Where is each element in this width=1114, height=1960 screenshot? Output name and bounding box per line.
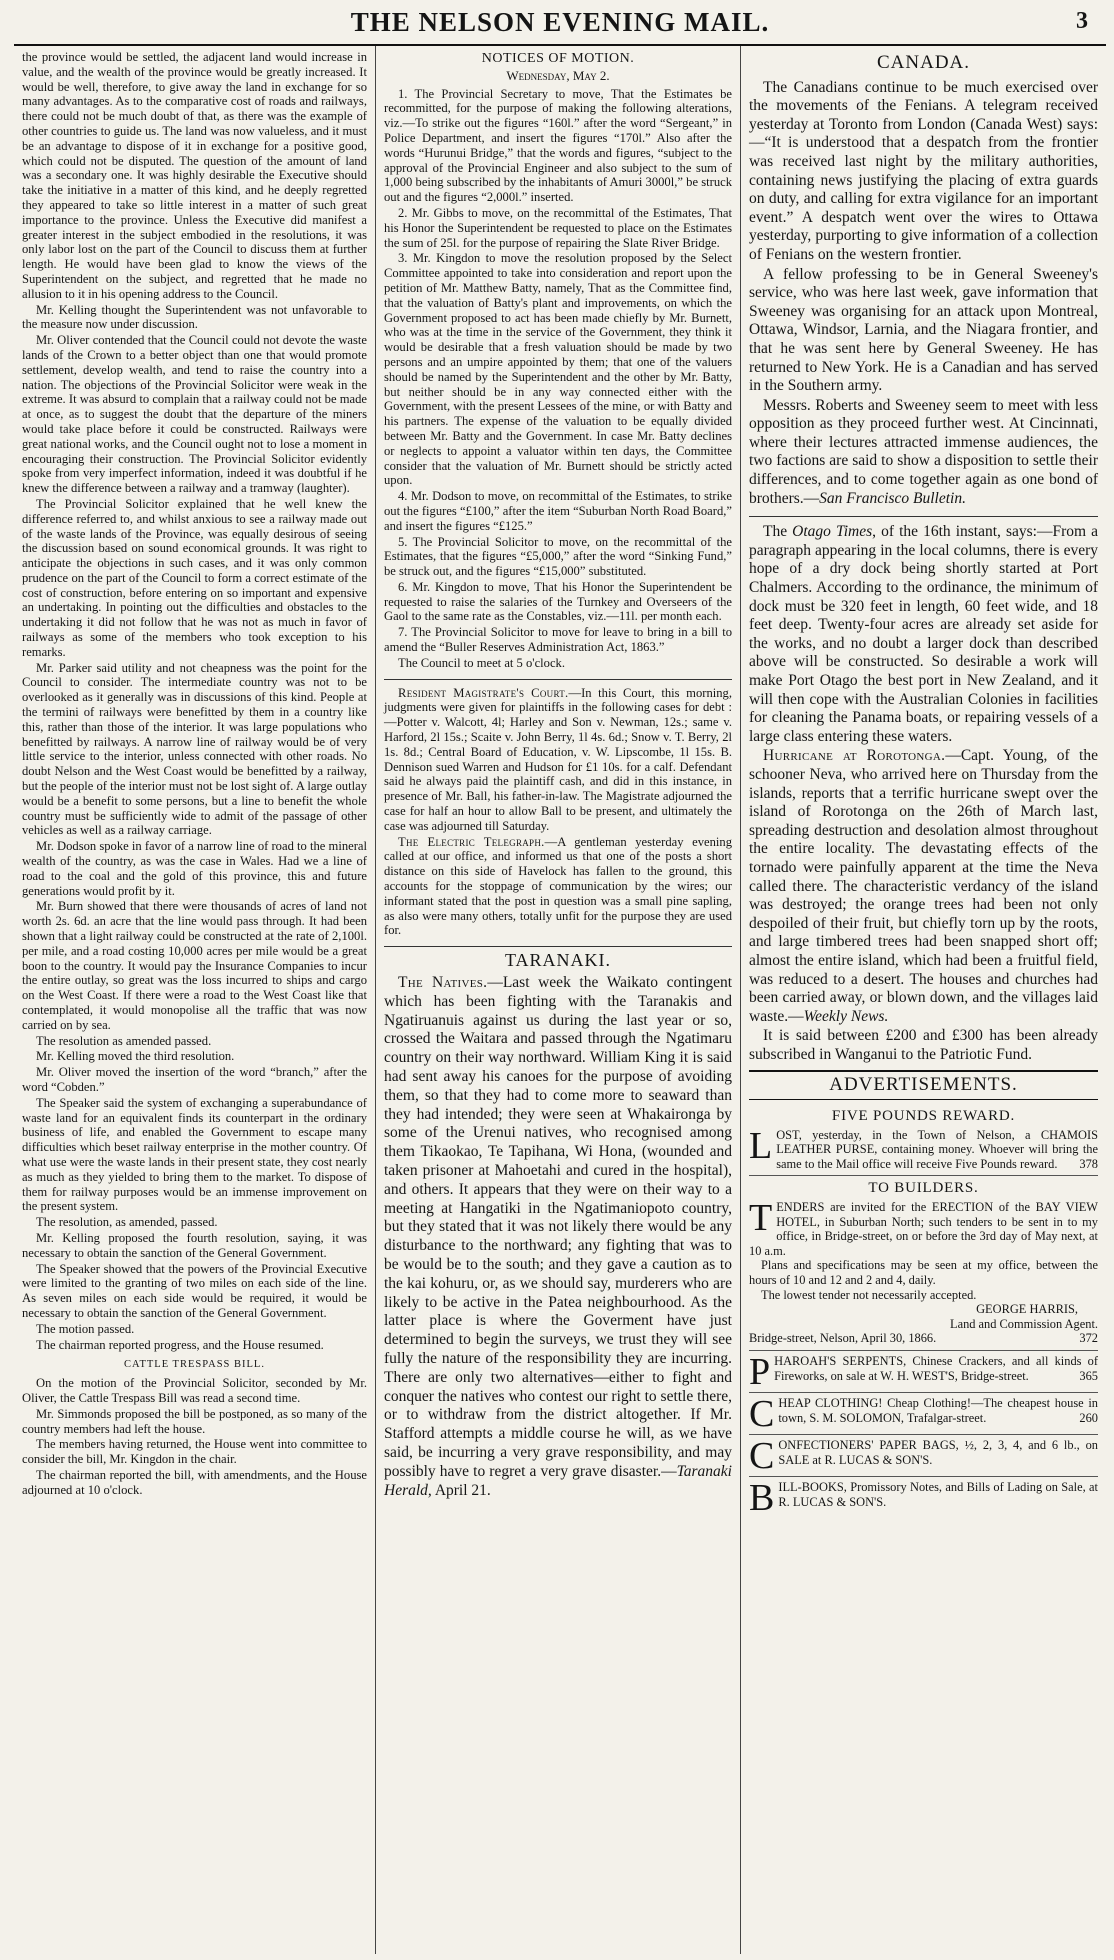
column-3 xyxy=(741,46,1106,1954)
canada-paragraph: A fellow professing to be in General Sweeney's service, who was here last week, gave information that Sweeney was organising for an attack upon Montreal, Ottawa, Windsor, Larnia, and the Niagara frontier, and that he was sent here by General Sweeney. He has returned to New York. He is a Canadian and has served in the Southern army. xyxy=(749,265,1098,395)
notice-item: 6. Mr. Kingdon to move, That his Honor the Superintendent be requested to raise the salaries of the Turnkey and Overseers of the Gaol to the same rate as the Constables, viz.—11l. per month each. xyxy=(384,579,732,624)
natives-text: —Last week the Waikato contingent which has been fighting with the Taranakis and Ngatiruanuis against us during the last year or so, crossed the Waitara and passed through the Ngatimaru country on their way northward. William King it is said had sent away his canoes for the purpose of avoiding them, so that they had to come more to seaward than they had intended; they were seen at Whakaironga by some of the Urenui natives, who recognised among them Tikaokao, Te Tapihana, Wi Hona, (wounded and taken prisoner at Mahoetahi and cured in the hospital), and others. It appears that they were on their way to a meeting at Hangatiki in the Ngatimaniopoto country, but they stated that it was not likely there would be any disturbance to the northward; any fighting that was to be would be to the south; and they gave a caution as to the kai kohuru, or, as we should say, murderers who are likely to be active in the Patea neighbourhood. As the latter place is where the Goverment have just determined to begin the surveys, we trust they will see fully the nature of the responsibility they are incurring. There are only two alternatives—either to fight and conquer the natives who contest our right to settle there, or to withdraw from the district altogether. If Mr. Stafford attempts a middle course he will, as we have said, be incurring a very grave responsibility, and may possibly have to regret a very grave disaster.— xyxy=(384,974,733,1480)
column-1 xyxy=(14,46,376,1954)
ad-builders-lowest: The lowest tender not necessarily accepted. xyxy=(761,1287,977,1302)
ad-dropcap: C xyxy=(749,1434,775,1477)
notice-item: 3. Mr. Kingdon to move the resolution proposed by the Select Committee appointed to take into consideration and report upon the petition of Mr. Matthew Batty, namely, That as the Committee find, that the valuation of Batty's plant and improvements, on which the Government proposed to act has been made chiefly by Mr. Burnett, who was at the time in the service of the Government, they think it would be desirable that a fresh valuation should be made by two persons and an umpire appointed by them; that one of the valuers should be named by the Superintendent and the other by Mr. Batty, but neither should be in any way connected either with the Government, with the present Lessees of the mine, or with Batty and his partners. The expense of the valuation to be equally divided between Mr. Batty and the Government. In case Mr. Batty declines or neglects to appoint a valuator within ten days, the Committee consider that the valuation of Mr. Burnett should be strictly acted upon. xyxy=(384,251,732,488)
court-text: —In this Court, this morning, judgments were given for plaintiffs in the following cases for debt :—Potter v. Walcott, 4l; Harley and Son v. Newman, 12s.; same v. Harford, 2l 15s.; Scaite v. John Berry, 1l 4s. 6d.; Snow v. T. Berry, 2l 1s. 8d.; Central Board of Education, v. W. Lipscombe, 1l 15s. B. Dennison sued Warren and Hudson for £1 10s. for a calf. Defendant said he always paid the plaintiff cash, and did in this instance, in presence of Mr. Ball, his father-in-law. The Magistrate adjourned the case for half an hour to allow Ball to be present, and ultimately the case was adjourned till Saturday. xyxy=(384,685,732,833)
canada-source: San Francisco Bulletin. xyxy=(819,489,966,507)
notice-item: 2. Mr. Gibbs to move, on the recommittal of the Estimates, That his Honor the Superintendent be requested to place on the Estimates the sum of 25l. for the purpose of repairing the Slate River Bridge. xyxy=(384,205,732,250)
council-paragraph: The Speaker showed that the powers of the Provincial Executive were limited to the granting of two miles on each side of the line. As seven miles on each side would be required, it would be necessary to obtain the sanction of the General Government. xyxy=(22,1261,367,1320)
ad-dropcap: L xyxy=(749,1124,773,1167)
ad-paper-bags xyxy=(749,1435,1098,1477)
notice-item: 7. The Provincial Solicitor to move for leave to bring in a bill to amend the “Buller Reserves Administration Act, 1863.” xyxy=(384,625,732,655)
ad-builders-text: ENDERS are invited for the ERECTION of the BAY VIEW HOTEL, in Suburban North; such tenders to be sent in to my office, in Bridge-street, on or before the 3rd day of May next, at 10 a.m. xyxy=(749,1200,1098,1258)
telegraph-text: —A gentleman yesterday evening called at our office, and informed us that one of the posts a short distance on this side of Havelock has fallen to the ground, this accounts for the stoppage of communication by the wires; our informant stated that the post in question was a small pine sapling, as also were many others, totally unfit for the purpose they are used for. xyxy=(384,834,732,938)
ad-builders-plans: Plans and specifications may be seen at my office, between the hours of 10 and 12 and 2 and 4, daily. xyxy=(749,1258,1098,1287)
notice-item: The Council to meet at 5 o'clock. xyxy=(398,655,565,670)
ad-fireworks-text: HAROAH'S SERPENTS, Chinese Crackers, and all kinds of Fireworks, on sale at W. H. WEST'S, Bridge-street. xyxy=(774,1353,1098,1383)
cattle-paragraph: Mr. Simmonds proposed the bill be postponed, as so many of the country members had left the house. xyxy=(22,1406,367,1436)
notice-item: 4. Mr. Dodson to move, on recommittal of the Estimates, to strike out the figures “£100,” after the item “Suburban North Road Board,” and insert the figures “£125.” xyxy=(384,489,732,533)
cattle-paragraph: The members having returned, the House went into committee to consider the bill, Mr. Kingdon in the chair. xyxy=(22,1437,367,1467)
columns xyxy=(14,46,1106,1954)
taranaki-heading: TARANAKI. xyxy=(504,950,612,971)
column-2 xyxy=(376,46,741,1954)
otago-paper: Otago Times xyxy=(792,523,873,541)
hurricane-article xyxy=(749,747,1098,1026)
divider xyxy=(384,679,732,680)
notice-item: 5. The Provincial Solicitor to move, on the recommittal of the Estimates, that the figures “£5,000,” after the word “Sinking Fund,” be struck out, and the figures “£15,000” substituted. xyxy=(384,534,732,579)
notice-item: 1. The Provincial Secretary to move, That the Estimates be recommitted, for the purpose of making the following alterations, viz.—To strike out the figures “160l.” after the word “Sergeant,” in Police Department, and insert the figures “170l.” Also after the words “Hurunui Bridge,” that the words and figures, “subject to the approval of the Provincial Engineer and also subject to the sum of 1,000 being subscribed by the inhabitants of Amuri 3000l,” be struck out and the figures “2,000l.” inserted. xyxy=(384,86,732,205)
ad-paper-bags-text: ONFECTIONERS' PAPER BAGS, ½, 2, 3, 4, and 6 lb., on SALE at R. LUCAS & SON'S. xyxy=(778,1437,1098,1467)
council-paragraph: Mr. Dodson spoke in favor of a narrow line of road to the mineral wealth of the country, as was the case in Wales. Had we a line of road to the coal and the gold of this province, this and future generations would profit by it. xyxy=(22,839,367,898)
otago-text: , of the 16th instant, says:—From a paragraph appearing in the local columns, there is every hope of a dry dock being shortly started at Port Chalmers. According to the ordinance, the minimum of dock must be 320 feet in length, 60 feet wide, and 18 feet deep. Twenty-four acres are already set aside for the works, and no doubt a larger dock than described above will be constructed. So desirable a work will make Port Otago the best port in New Zealand, and it will then cope with the Australian Colonies in facilities for cleaning the Panama boats, or repairing vessels of a large class entering these waters. xyxy=(749,523,1098,745)
page-number: 3 xyxy=(1076,8,1088,34)
ad-builders-place: Bridge-street, Nelson, April 30, 1866. xyxy=(749,1331,937,1346)
council-paragraph: The resolution as amended passed. xyxy=(36,1033,212,1048)
telegraph-lead: The Electric Telegraph. xyxy=(398,834,545,849)
canada-last-text: Messrs. Roberts and Sweeney seem to meet with less opposition as they proceed further west. At Cincinnati, where their lectures attracted immense audiences, the two factions are said to show a disposition to settle their differences, and to come together again as one bond of brothers.— xyxy=(749,396,1098,507)
ad-builders-title: Land and Commission Agent. xyxy=(950,1316,1098,1331)
council-paragraph: Mr. Oliver contended that the Council could not devote the waste lands of the Crown to a better object than one that would promote settlement, develop wealth, and tend to raise the country into a nation. The objections of the Provincial Solicitor were weak in the extreme. It was absurd to complain that a railway could not be made at once, as to suggest the doubt that the departure of the miners would take place before it could be constructed. Railways were great national works, and the Council ought not to lose a moment in encouraging their construction. The Provincial Solicitor evidently spoke from very imperfect information, indeed it was doubtful if he knew the difference between a railway and a tramway (laughter). xyxy=(22,333,367,496)
ad-dropcap: P xyxy=(749,1350,771,1393)
divider xyxy=(749,516,1098,517)
court-article xyxy=(384,686,732,834)
cattle-paragraph: The chairman reported the bill, with amendments, and the House adjourned at 10 o'clock. xyxy=(22,1467,367,1497)
canada-paragraph xyxy=(749,397,1098,509)
ad-reward-heading: FIVE POUNDS REWARD. xyxy=(831,1108,1016,1125)
masthead-title: THE NELSON EVENING MAIL. xyxy=(350,6,770,37)
telegraph-article xyxy=(384,835,732,939)
council-paragraph: Mr. Parker said utility and not cheapness was the point for the Council to consider. The intermediate country was not to be overlooked as it generally was in discussions of this kind. People at the termini of railways were benefitted by them in a country like this, rather than those of the interior. It was large populations who benefitted by railways. A narrow line of railway would be of very little service to the interior, unless connected with other roads. No doubt Nelson and the West Coast would be benefitted by a railway, but the people of the interior must not be lost sight of. A large outlay would be a benefit to some persons, but a line to benefit the whole country must be sufficiently wide to admit of the passage of other vehicles as well as a railway carriage. xyxy=(22,660,367,838)
fund-article: It is said between £200 and £300 has been already subscribed in Wanganui to the Patriotic Fund. xyxy=(749,1027,1098,1063)
cattle-paragraph: On the motion of the Provincial Solicitor, seconded by Mr. Oliver, the Cattle Trespass Bill was read a second time. xyxy=(22,1376,367,1405)
ad-builders xyxy=(749,1176,1098,1351)
canada-heading: CANADA. xyxy=(876,52,971,73)
ad-clothing-text: HEAP CLOTHING! Cheap Clothing!—The cheapest house in town, S. M. SOLOMON, Trafalgar-street. xyxy=(778,1395,1098,1425)
council-paragraph: the province would be settled, the adjacent land would increase in value, and the wealth of the province would be greatly increased. It would be well, therefore, to give away the land in exchange for so many advantages. As to the comparative cost of roads and railways, there could not be much doubt of that, as there was the example of other countries to guide us. The land was now valueless, and it must be an advantage to dispose of it in exchange for a positive good, which could not be disputed. The question of the amount of land was a secondary one. It was highly desirable the Executive should take the initiative in a matter of this kind, and he deeply regretted they appeared to take so little interest in a matter of such great importance to the province. Unless the Executive did manifest a greater interest in the subject embodied in the resolutions, it was only labor lost on the part of the Council to discuss them at further length. He would have been glad to know the views of the Superintendent on the subject, and regretted that he made no allusion to it in his opening address to the Council. xyxy=(22,50,367,301)
ad-number: 378 xyxy=(1079,1156,1098,1171)
ad-builders-heading: TO BUILDERS. xyxy=(868,1180,979,1197)
natives-date: April 21. xyxy=(431,1481,491,1499)
council-paragraph: Mr. Burn showed that there were thousands of acres of land not worth 2s. 6d. an acre that the line would pass through. It had been shown that a light railway could be constructed at the rate of 2,100l. per mile, and a road costing 10,000 acres per mile would be a great boon to the country. It would pay the Insurance Companies to incur the entire outlay, so great was the loss incurred to ships and cargo on the West Coast. If there were a road to the West Coast like that contemplated, it would monopolise all the traffic that was now carried on by sea. xyxy=(22,899,367,1032)
ad-dropcap: C xyxy=(749,1392,775,1435)
ad-bill-books-text: ILL-BOOKS, Promissory Notes, and Bills of Lading on Sale, at R. LUCAS & SON'S. xyxy=(778,1479,1098,1509)
ad-builders-signature: GEORGE HARRIS, xyxy=(976,1302,1078,1317)
hurricane-source: Weekly News. xyxy=(803,1007,889,1025)
ad-number: 365 xyxy=(1079,1368,1098,1383)
ad-dropcap: B xyxy=(749,1476,775,1519)
council-paragraph: Mr. Oliver moved the insertion of the word “branch,” after the word “Cobden.” xyxy=(22,1065,367,1094)
ad-clothing xyxy=(749,1393,1098,1435)
natives-article xyxy=(384,974,732,1500)
natives-lead: The Natives. xyxy=(398,974,488,992)
council-paragraph: The chairman reported progress, and the House resumed. xyxy=(36,1337,324,1352)
ad-number: 372 xyxy=(1079,1331,1098,1346)
ad-reward xyxy=(749,1104,1098,1176)
masthead xyxy=(14,0,1106,46)
ad-bill-books xyxy=(749,1477,1098,1518)
otago-article xyxy=(749,523,1098,746)
cattle-bill-heading: CATTLE TRESPASS BILL. xyxy=(124,1359,265,1371)
council-paragraph: The Speaker said the system of exchanging a superabundance of waste land for an equivalent finds its counterpart in the ordinary business of life, and enabled the Government to escape many difficulties which beset railway enterprise in the mother country. Of what use were the waste lands in their present state, they cost nearly as much as they yielded to bring them to the market. To dispose of them for railway purposes would be an immense improvement on the present system. xyxy=(22,1095,367,1214)
notices-date: Wednesday, May 2. xyxy=(506,67,610,83)
council-paragraph: The resolution, as amended, passed. xyxy=(36,1215,218,1230)
ad-fireworks xyxy=(749,1351,1098,1393)
ad-reward-text: OST, yesterday, in the Town of Nelson, a CHAMOIS LEATHER PURSE, containing money. Whoever will bring the same to the Mail office will receive Five Pounds reward. xyxy=(776,1127,1098,1171)
divider xyxy=(384,946,732,947)
court-lead: Resident Magistrate's Court. xyxy=(398,685,569,700)
hurricane-text: —Capt. Young, of the schooner Neva, who arrived here on Thursday from the islands, reports that a terrific hurricane swept over the island of Rorotonga on the 26th of March last, spreading destruction and desolation almost throughout the entire locality. The devastating effects of the tornado were painfully apparent at the time the Neva called there. The characteristic verdancy of the island was destroyed; the orange trees had been not only despoiled of their fruit, but chiefly torn up by the roots, and large timbered trees had been snapped short off; almost the entire island, which had been a fruitful field, was reduced to a desert. The houses and churches had been carried away, or blown down, and the villages laid waste.— xyxy=(749,747,1098,1025)
canada-paragraph: The Canadians continue to be much exercised over the movements of the Fenians. A telegram received yesterday at Toronto from London (Canada West) says:—“It is understood that a despatch from the frontier was received last night by the military authorities, containing news justifying the placing of extra guards on duty, and calling for extra vigilance for an important event.” A despatch went over the wires to Ottawa yesterday, purporting to give information of a collection of Fenians on the western frontier. xyxy=(749,78,1098,263)
hurricane-lead: Hurricane at Rorotonga. xyxy=(763,747,946,765)
otago-pre: The xyxy=(763,523,793,541)
advertisements-heading: ADVERTISEMENTS. xyxy=(749,1070,1098,1100)
council-paragraph: Mr. Kelling thought the Superintendent was not unfavorable to the measure now under discussion. xyxy=(22,302,367,332)
ad-number: 260 xyxy=(1079,1410,1098,1425)
council-paragraph: Mr. Kelling proposed the fourth resolution, saying, it was necessary to obtain the sanction of the General Government. xyxy=(22,1230,367,1260)
notices-heading: NOTICES OF MOTION. xyxy=(481,51,635,66)
council-paragraph: The Provincial Solicitor explained that he well knew the difference referred to, and whilst anxious to see a railway made out of the waste lands of the Province, was equally desirous of seeing the discussion based on sound economical grounds. It was right to anticipate the objections in such cases, and it was only common prudence on the part of the Council to form a correct estimate of the cost of construction, before entering on so important and expensive an undertaking. In pointing out the difficulties and obstacles to the undertaking it did not follow that he was not as much in favor of railways as some of the members who took exception to his remarks. xyxy=(22,496,367,659)
council-paragraph: The motion passed. xyxy=(36,1321,135,1336)
natives-source: Taranaki Herald, xyxy=(384,1462,732,1499)
council-paragraph: Mr. Kelling moved the third resolution. xyxy=(36,1049,235,1064)
ad-dropcap: T xyxy=(749,1197,773,1240)
